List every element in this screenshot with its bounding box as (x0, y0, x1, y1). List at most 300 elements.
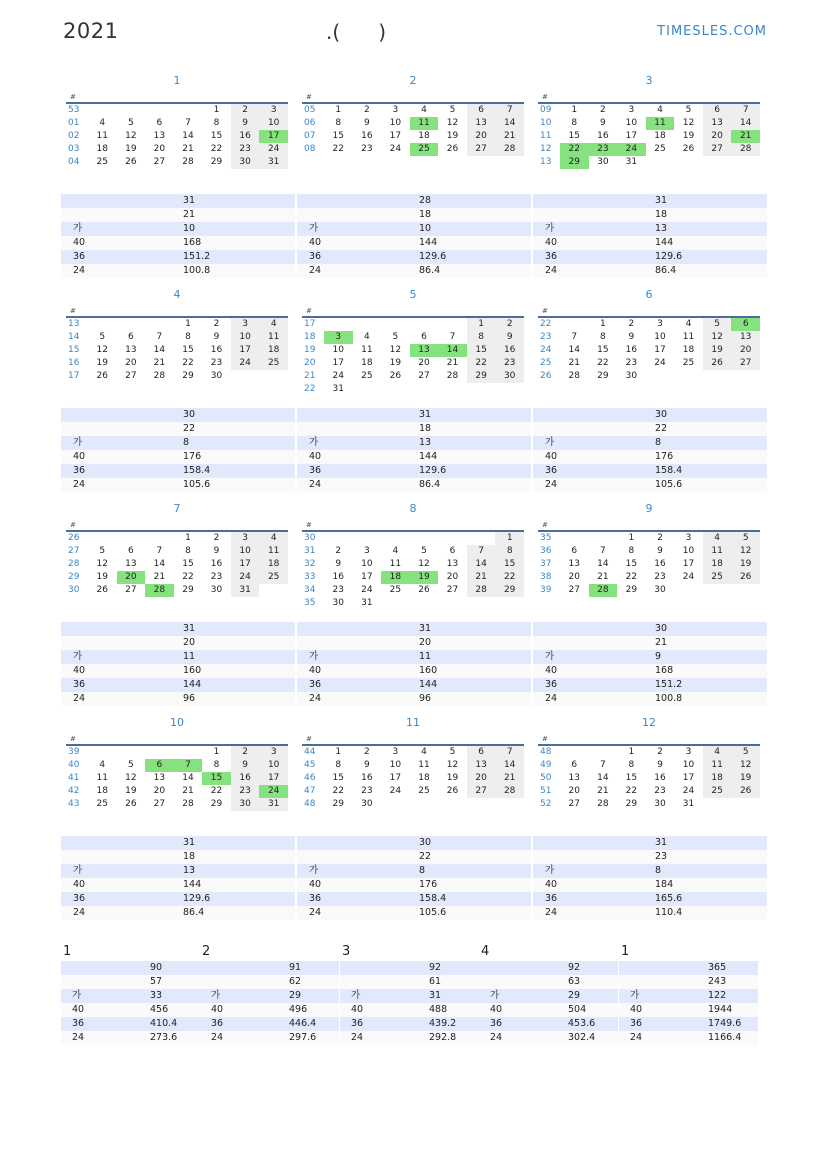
day-cell[interactable]: 13 (446, 559, 459, 569)
day-cell[interactable]: 18 (654, 131, 666, 141)
day-cell[interactable]: 6 (449, 546, 456, 556)
holiday-day-cell[interactable]: 11 (646, 117, 675, 130)
day-cell[interactable]: 12 (731, 545, 760, 558)
day-cell[interactable]: 20 (568, 786, 580, 796)
day-cell[interactable]: 19 (731, 772, 760, 785)
day-cell[interactable]: 8 (213, 760, 220, 770)
day-cell[interactable]: 21 (597, 572, 609, 582)
day-cell[interactable]: 6 (127, 546, 134, 556)
day-cell[interactable]: 3 (628, 105, 635, 115)
holiday-day-cell[interactable]: 11 (410, 117, 439, 130)
day-cell[interactable]: 19 (125, 144, 137, 154)
day-cell[interactable]: 3 (259, 103, 288, 117)
day-cell[interactable]: 28 (495, 143, 524, 156)
day-cell[interactable]: 6 (571, 760, 578, 770)
holiday-day-cell[interactable]: 6 (731, 317, 760, 331)
day-cell[interactable]: 11 (259, 545, 288, 558)
day-cell[interactable]: 12 (418, 559, 430, 569)
day-cell[interactable]: 30 (361, 799, 373, 809)
day-cell[interactable]: 15 (467, 344, 496, 357)
day-cell[interactable]: 15 (625, 773, 638, 783)
day-cell[interactable]: 25 (259, 571, 288, 584)
day-cell[interactable]: 11 (682, 332, 695, 342)
day-cell[interactable]: 8 (185, 332, 191, 342)
day-cell[interactable]: 23 (361, 144, 373, 154)
day-cell[interactable]: 8 (185, 546, 191, 556)
day-cell[interactable]: 29 (210, 799, 223, 809)
day-cell[interactable]: 8 (335, 118, 342, 128)
day-cell[interactable]: 5 (99, 546, 106, 556)
day-cell[interactable]: 27 (418, 371, 430, 381)
day-cell[interactable]: 14 (495, 117, 524, 130)
holiday-day-cell[interactable]: 22 (560, 143, 589, 156)
day-cell[interactable]: 4 (703, 531, 732, 545)
day-cell[interactable]: 3 (657, 319, 663, 329)
day-cell[interactable]: 27 (153, 157, 166, 167)
day-cell[interactable]: 10 (361, 559, 373, 569)
day-cell[interactable]: 4 (703, 745, 732, 759)
day-cell[interactable]: 24 (231, 357, 260, 370)
day-cell[interactable]: 2 (657, 533, 663, 543)
day-cell[interactable]: 12 (125, 773, 137, 783)
day-cell[interactable]: 31 (259, 156, 288, 169)
day-cell[interactable]: 5 (731, 745, 760, 759)
day-cell[interactable]: 15 (332, 773, 344, 783)
day-cell[interactable]: 17 (682, 773, 695, 783)
day-cell[interactable]: 30 (210, 585, 223, 595)
day-cell[interactable]: 28 (182, 157, 194, 167)
holiday-day-cell[interactable]: 24 (617, 143, 646, 156)
day-cell[interactable]: 14 (153, 345, 166, 355)
day-cell[interactable]: 18 (361, 358, 373, 368)
month-number[interactable]: 3 (645, 74, 653, 87)
day-cell[interactable]: 26 (389, 371, 402, 381)
day-cell[interactable]: 26 (682, 144, 695, 154)
day-cell[interactable]: 31 (625, 157, 638, 167)
day-cell[interactable]: 25 (96, 157, 108, 167)
day-cell[interactable]: 4 (259, 317, 288, 331)
day-cell[interactable]: 19 (731, 558, 760, 571)
day-cell[interactable]: 30 (654, 799, 666, 809)
day-cell[interactable]: 24 (682, 572, 695, 582)
day-cell[interactable]: 12 (389, 345, 402, 355)
day-cell[interactable]: 17 (332, 358, 344, 368)
day-cell[interactable]: 12 (96, 345, 108, 355)
day-cell[interactable]: 19 (446, 131, 459, 141)
day-cell[interactable]: 29 (182, 585, 194, 595)
day-cell[interactable]: 11 (703, 545, 732, 558)
day-cell[interactable]: 29 (625, 799, 638, 809)
day-cell[interactable]: 28 (731, 143, 760, 156)
day-cell[interactable]: 5 (703, 317, 732, 331)
day-cell[interactable]: 24 (654, 358, 666, 368)
day-cell[interactable]: 24 (389, 786, 402, 796)
day-cell[interactable]: 26 (446, 786, 459, 796)
day-cell[interactable]: 2 (363, 747, 370, 757)
day-cell[interactable]: 15 (568, 131, 580, 141)
day-cell[interactable]: 5 (127, 760, 134, 770)
holiday-day-cell[interactable]: 21 (731, 130, 760, 143)
day-cell[interactable]: 18 (703, 772, 732, 785)
day-cell[interactable]: 30 (654, 585, 666, 595)
day-cell[interactable]: 2 (628, 319, 635, 329)
day-cell[interactable]: 9 (495, 331, 524, 344)
day-cell[interactable]: 30 (210, 371, 223, 381)
day-cell[interactable]: 5 (99, 332, 106, 342)
day-cell[interactable]: 3 (231, 317, 260, 331)
day-cell[interactable]: 10 (389, 118, 402, 128)
day-cell[interactable]: 30 (231, 798, 260, 811)
day-cell[interactable]: 2 (231, 103, 260, 117)
day-cell[interactable]: 2 (213, 533, 220, 543)
day-cell[interactable]: 9 (657, 760, 663, 770)
day-cell[interactable]: 10 (682, 546, 695, 556)
day-cell[interactable]: 4 (685, 319, 692, 329)
day-cell[interactable]: 27 (467, 143, 496, 156)
day-cell[interactable]: 13 (153, 773, 166, 783)
day-cell[interactable]: 17 (231, 344, 260, 357)
day-cell[interactable]: 2 (599, 105, 606, 115)
day-cell[interactable]: 7 (599, 546, 606, 556)
day-cell[interactable]: 16 (654, 773, 666, 783)
day-cell[interactable]: 1 (213, 105, 220, 115)
day-cell[interactable]: 13 (125, 559, 137, 569)
day-cell[interactable]: 14 (597, 559, 609, 569)
day-cell[interactable]: 3 (392, 747, 399, 757)
day-cell[interactable]: 25 (703, 785, 732, 798)
day-cell[interactable]: 21 (153, 358, 166, 368)
day-cell[interactable]: 2 (335, 546, 342, 556)
day-cell[interactable]: 4 (392, 546, 399, 556)
day-cell[interactable]: 17 (231, 558, 260, 571)
holiday-day-cell[interactable]: 18 (381, 571, 410, 584)
day-cell[interactable]: 14 (731, 117, 760, 130)
holiday-day-cell[interactable]: 28 (589, 584, 618, 597)
month-number[interactable]: 5 (409, 288, 417, 301)
day-cell[interactable]: 28 (153, 371, 166, 381)
day-cell[interactable]: 1 (213, 747, 220, 757)
day-cell[interactable]: 7 (449, 332, 456, 342)
day-cell[interactable]: 7 (571, 332, 578, 342)
day-cell[interactable]: 7 (731, 103, 760, 117)
day-cell[interactable]: 31 (361, 598, 373, 608)
day-cell[interactable]: 26 (125, 799, 137, 809)
day-cell[interactable]: 13 (568, 773, 580, 783)
day-cell[interactable]: 7 (156, 332, 163, 342)
day-cell[interactable]: 2 (363, 105, 370, 115)
day-cell[interactable]: 16 (231, 772, 260, 785)
day-cell[interactable]: 29 (625, 585, 638, 595)
day-cell[interactable]: 28 (182, 799, 194, 809)
day-cell[interactable]: 7 (495, 103, 524, 117)
day-cell[interactable]: 1 (628, 747, 635, 757)
day-cell[interactable]: 15 (182, 559, 194, 569)
month-number[interactable]: 2 (409, 74, 417, 87)
day-cell[interactable]: 20 (418, 358, 430, 368)
day-cell[interactable]: 8 (335, 760, 342, 770)
day-cell[interactable]: 25 (418, 786, 430, 796)
day-cell[interactable]: 28 (495, 785, 524, 798)
day-cell[interactable]: 4 (363, 332, 370, 342)
day-cell[interactable]: 8 (628, 546, 635, 556)
day-cell[interactable]: 8 (495, 545, 524, 558)
day-cell[interactable]: 9 (213, 546, 220, 556)
day-cell[interactable]: 8 (599, 332, 606, 342)
day-cell[interactable]: 18 (418, 773, 430, 783)
day-cell[interactable]: 2 (213, 319, 220, 329)
day-cell[interactable]: 16 (361, 773, 373, 783)
day-cell[interactable]: 20 (467, 130, 496, 143)
day-cell[interactable]: 23 (495, 357, 524, 370)
day-cell[interactable]: 26 (703, 357, 732, 370)
day-cell[interactable]: 10 (332, 345, 344, 355)
day-cell[interactable]: 30 (332, 598, 344, 608)
day-cell[interactable]: 8 (467, 331, 496, 344)
day-cell[interactable]: 12 (446, 118, 459, 128)
day-cell[interactable]: 15 (495, 558, 524, 571)
day-cell[interactable]: 14 (182, 131, 194, 141)
day-cell[interactable]: 2 (231, 745, 260, 759)
day-cell[interactable]: 19 (125, 786, 137, 796)
day-cell[interactable]: 1 (495, 531, 524, 545)
day-cell[interactable]: 27 (467, 785, 496, 798)
day-cell[interactable]: 4 (657, 105, 663, 115)
day-cell[interactable]: 18 (682, 345, 695, 355)
day-cell[interactable]: 16 (231, 130, 260, 143)
day-cell[interactable]: 14 (467, 558, 496, 571)
day-cell[interactable]: 23 (231, 143, 260, 156)
day-cell[interactable]: 12 (446, 760, 459, 770)
day-cell[interactable]: 22 (625, 572, 638, 582)
day-cell[interactable]: 14 (153, 559, 166, 569)
day-cell[interactable]: 1 (571, 105, 578, 115)
day-cell[interactable]: 20 (731, 344, 760, 357)
day-cell[interactable]: 18 (96, 786, 108, 796)
day-cell[interactable]: 23 (625, 358, 638, 368)
day-cell[interactable]: 6 (703, 103, 732, 117)
day-cell[interactable]: 27 (568, 799, 580, 809)
day-cell[interactable]: 14 (597, 773, 609, 783)
day-cell[interactable]: 9 (335, 559, 342, 569)
day-cell[interactable]: 22 (210, 144, 223, 154)
day-cell[interactable]: 31 (259, 798, 288, 811)
day-cell[interactable]: 25 (682, 358, 695, 368)
day-cell[interactable]: 20 (446, 572, 459, 582)
day-cell[interactable]: 2 (657, 747, 663, 757)
day-cell[interactable]: 10 (259, 759, 288, 772)
day-cell[interactable]: 14 (568, 345, 580, 355)
day-cell[interactable]: 6 (127, 332, 134, 342)
day-cell[interactable]: 19 (703, 344, 732, 357)
day-cell[interactable]: 16 (210, 345, 223, 355)
month-number[interactable]: 7 (173, 502, 181, 515)
day-cell[interactable]: 22 (332, 144, 344, 154)
day-cell[interactable]: 25 (361, 371, 373, 381)
day-cell[interactable]: 2 (495, 317, 524, 331)
holiday-day-cell[interactable]: 17 (259, 130, 288, 143)
day-cell[interactable]: 9 (231, 759, 260, 772)
day-cell[interactable]: 15 (625, 559, 638, 569)
day-cell[interactable]: 23 (210, 358, 223, 368)
day-cell[interactable]: 10 (259, 117, 288, 130)
day-cell[interactable]: 10 (682, 760, 695, 770)
day-cell[interactable]: 26 (418, 585, 430, 595)
day-cell[interactable]: 30 (495, 370, 524, 383)
day-cell[interactable]: 17 (389, 131, 402, 141)
day-cell[interactable]: 20 (568, 572, 580, 582)
day-cell[interactable]: 19 (446, 773, 459, 783)
day-cell[interactable]: 14 (182, 773, 194, 783)
day-cell[interactable]: 17 (259, 772, 288, 785)
day-cell[interactable]: 13 (467, 117, 496, 130)
day-cell[interactable]: 16 (495, 344, 524, 357)
day-cell[interactable]: 6 (156, 118, 163, 128)
day-cell[interactable]: 16 (210, 559, 223, 569)
day-cell[interactable]: 31 (332, 384, 344, 394)
day-cell[interactable]: 3 (231, 531, 260, 545)
day-cell[interactable]: 20 (703, 130, 732, 143)
day-cell[interactable]: 9 (599, 118, 606, 128)
day-cell[interactable]: 13 (568, 559, 580, 569)
day-cell[interactable]: 24 (259, 143, 288, 156)
day-cell[interactable]: 30 (597, 157, 609, 167)
day-cell[interactable]: 8 (213, 118, 220, 128)
day-cell[interactable]: 6 (571, 546, 578, 556)
day-cell[interactable]: 23 (332, 585, 344, 595)
day-cell[interactable]: 22 (597, 358, 609, 368)
day-cell[interactable]: 29 (210, 157, 223, 167)
day-cell[interactable]: 5 (421, 546, 427, 556)
day-cell[interactable]: 22 (210, 786, 223, 796)
day-cell[interactable]: 15 (332, 131, 344, 141)
day-cell[interactable]: 22 (182, 358, 194, 368)
holiday-day-cell[interactable]: 14 (438, 344, 467, 357)
day-cell[interactable]: 3 (392, 105, 399, 115)
day-cell[interactable]: 3 (363, 546, 370, 556)
day-cell[interactable]: 11 (703, 759, 732, 772)
day-cell[interactable]: 30 (231, 156, 260, 169)
day-cell[interactable]: 5 (449, 747, 456, 757)
day-cell[interactable]: 16 (361, 131, 373, 141)
day-cell[interactable]: 1 (467, 317, 496, 331)
day-cell[interactable]: 25 (259, 357, 288, 370)
day-cell[interactable]: 12 (96, 559, 108, 569)
day-cell[interactable]: 27 (446, 585, 459, 595)
day-cell[interactable]: 24 (389, 144, 402, 154)
day-cell[interactable]: 21 (568, 358, 580, 368)
holiday-day-cell[interactable]: 15 (202, 772, 231, 785)
day-cell[interactable]: 9 (657, 546, 663, 556)
day-cell[interactable]: 4 (421, 747, 427, 757)
day-cell[interactable]: 4 (99, 760, 106, 770)
holiday-day-cell[interactable]: 29 (560, 156, 589, 169)
day-cell[interactable]: 22 (332, 786, 344, 796)
day-cell[interactable]: 27 (703, 143, 732, 156)
day-cell[interactable]: 5 (449, 105, 456, 115)
day-cell[interactable]: 23 (654, 572, 666, 582)
day-cell[interactable]: 17 (361, 572, 373, 582)
day-cell[interactable]: 19 (96, 358, 108, 368)
day-cell[interactable]: 9 (213, 332, 220, 342)
day-cell[interactable]: 9 (363, 760, 370, 770)
day-cell[interactable]: 23 (210, 572, 223, 582)
day-cell[interactable]: 24 (361, 585, 373, 595)
day-cell[interactable]: 17 (389, 773, 402, 783)
day-cell[interactable]: 11 (418, 760, 430, 770)
day-cell[interactable]: 28 (597, 799, 609, 809)
month-number[interactable]: 9 (645, 502, 653, 515)
day-cell[interactable]: 16 (654, 559, 666, 569)
day-cell[interactable]: 11 (389, 559, 402, 569)
day-cell[interactable]: 11 (96, 131, 108, 141)
day-cell[interactable]: 18 (259, 344, 288, 357)
holiday-day-cell[interactable]: 28 (145, 584, 174, 597)
day-cell[interactable]: 29 (467, 370, 496, 383)
day-cell[interactable]: 19 (389, 358, 402, 368)
holiday-day-cell[interactable]: 6 (145, 759, 174, 772)
day-cell[interactable]: 19 (96, 572, 108, 582)
day-cell[interactable]: 26 (96, 585, 108, 595)
day-cell[interactable]: 10 (231, 331, 260, 344)
day-cell[interactable]: 3 (685, 533, 692, 543)
day-cell[interactable]: 10 (654, 332, 666, 342)
day-cell[interactable]: 16 (597, 131, 609, 141)
day-cell[interactable]: 25 (703, 571, 732, 584)
day-cell[interactable]: 22 (495, 571, 524, 584)
day-cell[interactable]: 13 (467, 759, 496, 772)
day-cell[interactable]: 29 (495, 584, 524, 597)
day-cell[interactable]: 29 (182, 371, 194, 381)
day-cell[interactable]: 1 (599, 319, 606, 329)
day-cell[interactable]: 15 (182, 345, 194, 355)
holiday-day-cell[interactable]: 19 (410, 571, 439, 584)
month-number[interactable]: 11 (406, 716, 420, 729)
day-cell[interactable]: 26 (731, 785, 760, 798)
holiday-day-cell[interactable]: 13 (410, 344, 439, 357)
day-cell[interactable]: 22 (625, 786, 638, 796)
holiday-day-cell[interactable]: 24 (259, 785, 288, 798)
day-cell[interactable]: 28 (446, 371, 459, 381)
day-cell[interactable]: 5 (127, 118, 134, 128)
day-cell[interactable]: 23 (231, 785, 260, 798)
day-cell[interactable]: 25 (654, 144, 666, 154)
day-cell[interactable]: 13 (125, 345, 137, 355)
day-cell[interactable]: 28 (467, 584, 496, 597)
day-cell[interactable]: 1 (185, 319, 191, 329)
month-number[interactable]: 6 (645, 288, 653, 301)
day-cell[interactable]: 7 (599, 760, 606, 770)
day-cell[interactable]: 4 (259, 531, 288, 545)
day-cell[interactable]: 21 (153, 572, 166, 582)
month-number[interactable]: 10 (170, 716, 184, 729)
day-cell[interactable]: 26 (446, 144, 459, 154)
day-cell[interactable]: 1 (335, 747, 342, 757)
day-cell[interactable]: 7 (156, 546, 163, 556)
day-cell[interactable]: 23 (361, 786, 373, 796)
day-cell[interactable]: 6 (467, 745, 496, 759)
day-cell[interactable]: 22 (182, 572, 194, 582)
day-cell[interactable]: 20 (153, 786, 166, 796)
day-cell[interactable]: 21 (446, 358, 459, 368)
day-cell[interactable]: 1 (185, 533, 191, 543)
day-cell[interactable]: 12 (731, 759, 760, 772)
day-cell[interactable]: 24 (231, 571, 260, 584)
day-cell[interactable]: 20 (467, 772, 496, 785)
day-cell[interactable]: 13 (153, 131, 166, 141)
day-cell[interactable]: 18 (703, 558, 732, 571)
day-cell[interactable]: 17 (682, 559, 695, 569)
day-cell[interactable]: 10 (625, 118, 638, 128)
